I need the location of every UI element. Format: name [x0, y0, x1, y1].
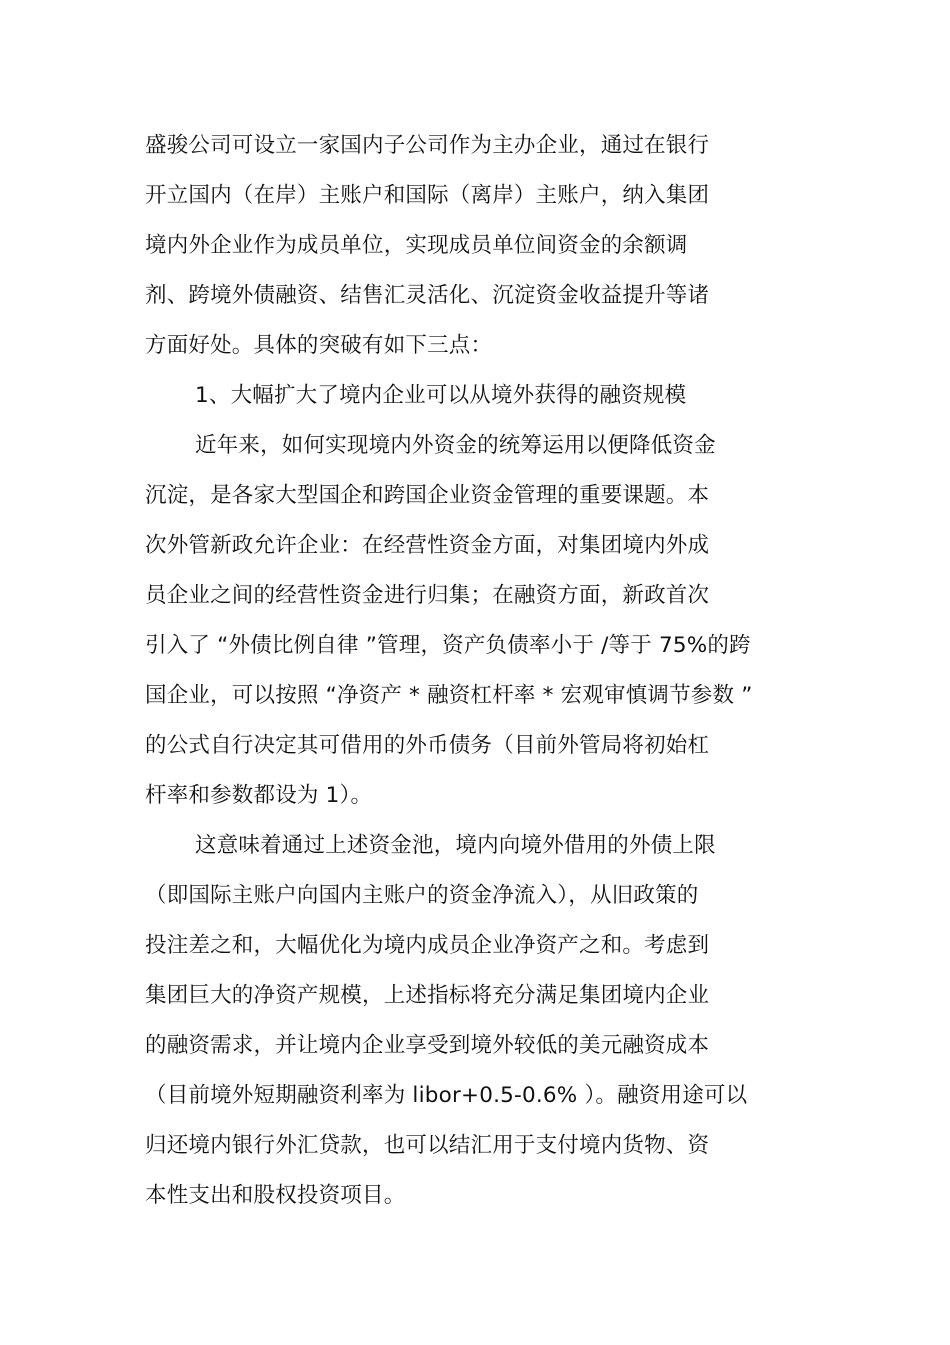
- paragraph-line: 的公式自行决定其可借用的外币债务（目前外管局将初始杠: [145, 733, 710, 758]
- paragraph-line: 次外管新政允许企业：在经营性资金方面，对集团境内外成: [145, 533, 710, 558]
- paragraph-line: 开立国内（在岸）主账户和国际（离岸）主账户，纳入集团: [145, 183, 710, 208]
- paragraph-line: 剂、跨境外债融资、结售汇灵活化、沉淀资金收益提升等诸: [145, 283, 710, 308]
- paragraph-line: 沉淀，是各家大型国企和跨国企业资金管理的重要课题。本: [145, 483, 710, 508]
- paragraph-line: 引入了 “外债比例自律 ”管理，资产负债率小于 /等于 75%的跨: [145, 633, 751, 658]
- paragraph-line: 投注差之和，大幅优化为境内成员企业净资产之和。考虑到: [145, 933, 710, 958]
- paragraph-line: 境内外企业作为成员单位，实现成员单位间资金的余额调: [145, 233, 688, 258]
- paragraph-line: （即国际主账户向国内主账户的资金净流入），从旧政策的: [145, 883, 699, 908]
- paragraph-line: 员企业之间的经营性资金进行归集；在融资方面，新政首次: [145, 583, 710, 608]
- paragraph-line: 集团巨大的净资产规模，上述指标将充分满足集团境内企业: [145, 983, 710, 1008]
- paragraph-line: 杆率和参数都设为 1）。: [145, 783, 373, 808]
- paragraph-line: 归还境内银行外汇贷款，也可以结汇用于支付境内货物、资: [145, 1133, 710, 1158]
- paragraph-line: （目前境外短期融资利率为 libor+0.5-0.6% ）。融资用途可以: [145, 1083, 748, 1108]
- section-heading: 1、大幅扩大了境内企业可以从境外获得的融资规模: [195, 383, 687, 408]
- paragraph-line: 近年来，如何实现境内外资金的统筹运用以便降低资金: [195, 433, 716, 458]
- paragraph-line: 方面好处。具体的突破有如下三点：: [145, 333, 493, 358]
- paragraph-line: 国企业，可以按照 “净资产 * 融资杠杆率 * 宏观审慎调节参数 ”: [145, 683, 753, 708]
- paragraph-line: 这意味着通过上述资金池，境内向境外借用的外债上限: [195, 833, 716, 858]
- paragraph-line: 的融资需求，并让境内企业享受到境外较低的美元融资成本: [145, 1033, 710, 1058]
- paragraph-line: 本性支出和股权投资项目。: [145, 1183, 406, 1208]
- paragraph-line: 盛骏公司可设立一家国内子公司作为主办企业，通过在银行: [145, 133, 710, 158]
